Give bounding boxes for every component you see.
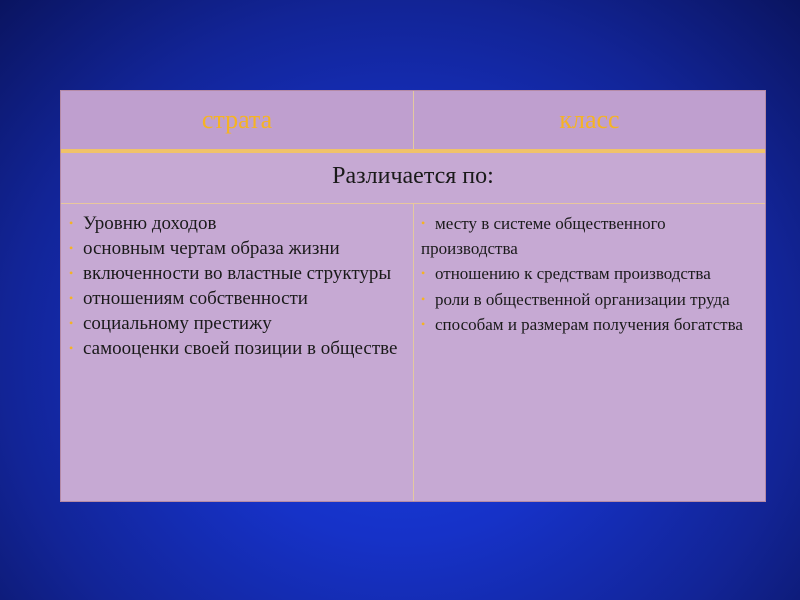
list-item-text: месту в системе общественного производства <box>421 214 666 258</box>
list-item <box>69 311 405 336</box>
list-item <box>69 286 405 311</box>
header-class: класс <box>559 105 620 134</box>
list-item-text: отношению к средствам производства <box>435 264 711 283</box>
list-item-text: социальному престижу <box>83 313 272 334</box>
header-strata: страта <box>201 105 273 134</box>
list-item <box>69 261 405 286</box>
list-item <box>421 211 757 261</box>
list-item <box>421 312 757 338</box>
list-item-text: отношениям собственности <box>83 288 308 309</box>
list-item <box>69 336 405 361</box>
table-header-row <box>61 91 765 149</box>
list-item-text: роли в общественной организации труда <box>435 289 730 309</box>
bullet-icon: • <box>69 291 74 305</box>
bullet-icon: • <box>421 216 426 230</box>
bullet-icon: • <box>69 316 74 330</box>
bullet-icon: • <box>69 341 74 355</box>
body-column-divider <box>413 204 414 501</box>
bullet-icon: • <box>69 216 74 230</box>
list-item-text: основным чертам образа жизни <box>83 238 340 259</box>
class-criteria-list <box>421 211 757 338</box>
bullet-icon: • <box>421 317 426 331</box>
list-item <box>69 236 405 261</box>
bullet-icon: • <box>421 266 426 280</box>
bullet-icon: • <box>69 266 74 280</box>
bullet-icon: • <box>69 241 74 255</box>
list-item <box>421 287 757 313</box>
list-item-text: включенности во властные структуры <box>83 263 392 284</box>
comparison-table <box>60 90 766 502</box>
list-item-text: Уровню доходов <box>83 213 217 234</box>
bullet-icon: • <box>421 291 426 306</box>
list-item <box>421 261 757 287</box>
list-item-text: самооценки своей позиции в обществе <box>83 338 398 359</box>
list-item <box>69 211 405 236</box>
differs-by-row: Различается по: <box>332 163 494 189</box>
list-item-text: способам и размерам получения богатства <box>435 315 743 334</box>
strata-criteria-list <box>69 211 405 361</box>
